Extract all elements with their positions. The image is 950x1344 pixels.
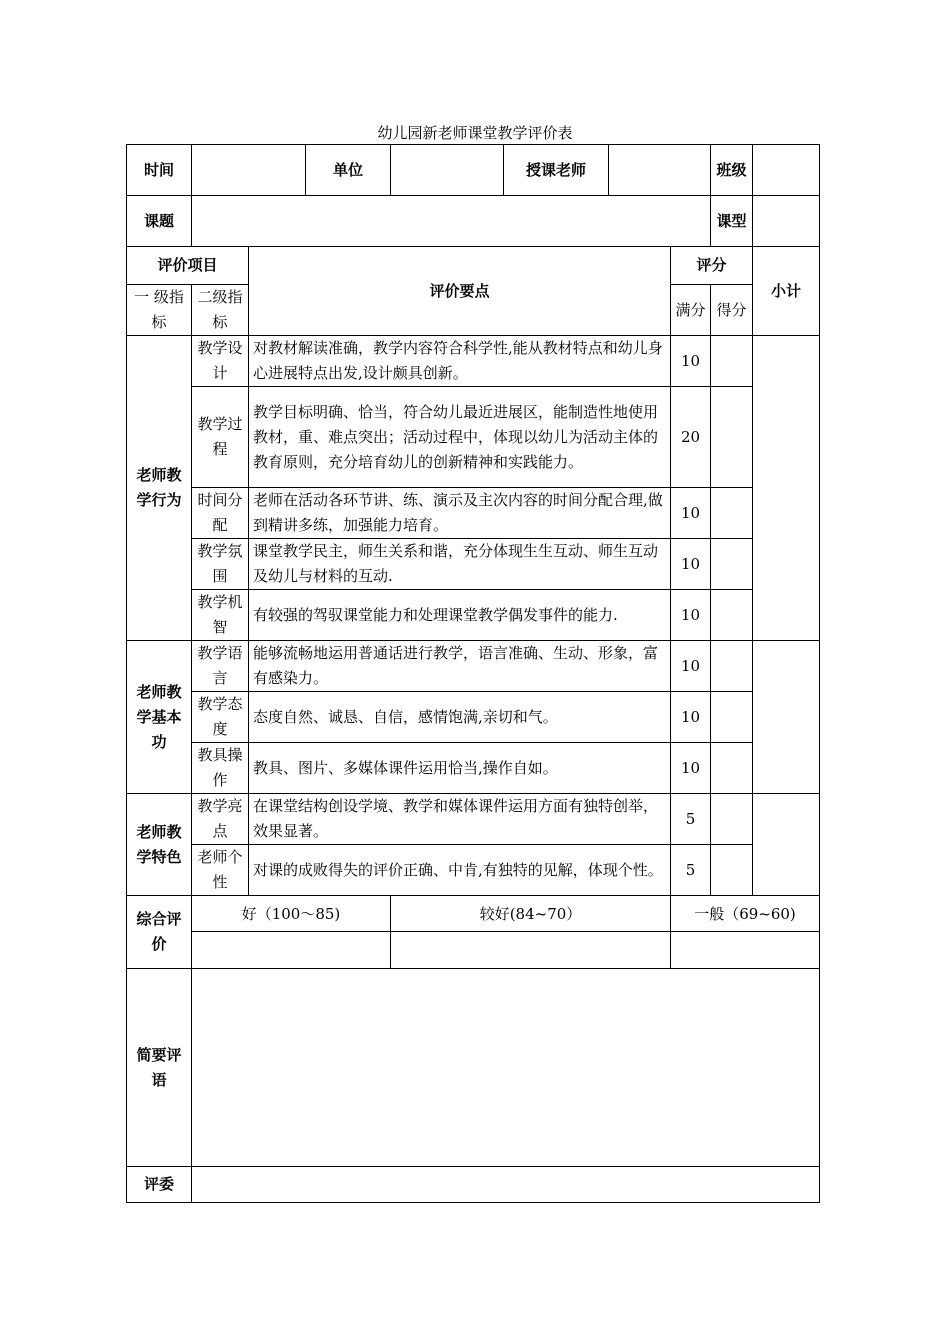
teacher-label: 授课老师	[504, 145, 609, 196]
comment-field[interactable]	[192, 969, 820, 1167]
time-label: 时间	[127, 145, 192, 196]
full-score: 10	[671, 743, 711, 794]
got-score-header: 得分	[711, 285, 753, 336]
sub-item: 教学语言	[192, 641, 249, 692]
evaluation-table	[126, 144, 820, 1203]
judge-field[interactable]	[192, 1167, 820, 1203]
full-score: 10	[671, 336, 711, 387]
section-name: 老师教学特色	[127, 794, 192, 896]
grade-good-field[interactable]	[192, 932, 391, 969]
grade-fair-label: 较好(84~70）	[391, 896, 671, 932]
type-label: 课型	[711, 196, 753, 247]
topic-field[interactable]	[192, 196, 711, 247]
subtotal-header: 小计	[753, 247, 820, 336]
item-description: 能够流畅地运用普通话进行教学，语言准确、生动、形象，富有感染力。	[249, 641, 671, 692]
teacher-field[interactable]	[609, 145, 711, 196]
full-score: 10	[671, 539, 711, 590]
section-name: 老师教学基本功	[127, 641, 192, 794]
sub-item: 教学设计	[192, 336, 249, 387]
item-description: 在课堂结构创设学境、教学和媒体课件运用方面有独特创举，效果显著。	[249, 794, 671, 845]
subtotal-field[interactable]	[753, 641, 820, 794]
score-field[interactable]	[711, 488, 753, 539]
sub-item: 教学氛围	[192, 539, 249, 590]
item-description: 有较强的驾驭课堂能力和处理课堂教学偶发事件的能力.	[249, 590, 671, 641]
grade-fair-field[interactable]	[391, 932, 671, 969]
score-field[interactable]	[711, 590, 753, 641]
grade-average-label: 一般（69~60)	[671, 896, 820, 932]
score-field[interactable]	[711, 539, 753, 590]
overall-label: 综合评价	[127, 896, 192, 969]
comment-label: 简要评语	[127, 969, 192, 1167]
class-field[interactable]	[753, 145, 820, 196]
score-field[interactable]	[711, 794, 753, 845]
item-description: 态度自然、诚恳、自信，感情饱满,亲切和气。	[249, 692, 671, 743]
item-description: 对教材解读准确，教学内容符合科学性,能从教材特点和幼儿身心进展特点出发,设计颇具创新。	[249, 336, 671, 387]
score-field[interactable]	[711, 692, 753, 743]
level1-header: 一 级指标	[127, 285, 192, 336]
item-description: 教学目标明确、恰当，符合幼儿最近进展区，能制造性地使用教材，重、难点突出；活动过程中，体现以幼儿为活动主体的教育原则，充分培育幼儿的创新精神和实践能力。	[249, 387, 671, 488]
sub-item: 教学亮点	[192, 794, 249, 845]
full-score: 5	[671, 794, 711, 845]
type-field[interactable]	[753, 196, 820, 247]
page-title: 幼儿园新老师课堂教学评价表	[377, 124, 573, 142]
sub-item: 教学过程	[192, 387, 249, 488]
score-field[interactable]	[711, 387, 753, 488]
item-description: 教具、图片、多媒体课件运用恰当,操作自如。	[249, 743, 671, 794]
full-score: 5	[671, 845, 711, 896]
unit-label: 单位	[306, 145, 391, 196]
full-score: 10	[671, 641, 711, 692]
score-field[interactable]	[711, 336, 753, 387]
unit-field[interactable]	[391, 145, 504, 196]
score-field[interactable]	[711, 743, 753, 794]
sub-item: 教学机智	[192, 590, 249, 641]
sub-item: 老师个性	[192, 845, 249, 896]
sub-item: 教具操作	[192, 743, 249, 794]
judge-label: 评委	[127, 1167, 192, 1203]
score-field[interactable]	[711, 641, 753, 692]
section-name: 老师教学行为	[127, 336, 192, 641]
full-score-header: 满分	[671, 285, 711, 336]
score-field[interactable]	[711, 845, 753, 896]
eval-points-header: 评价要点	[249, 247, 671, 336]
sub-item: 时间分配	[192, 488, 249, 539]
grade-good-label: 好（100～85)	[192, 896, 391, 932]
full-score: 10	[671, 590, 711, 641]
score-header: 评分	[671, 247, 753, 285]
eval-item-header: 评价项目	[127, 247, 249, 285]
sub-item: 教学态度	[192, 692, 249, 743]
item-description: 课堂教学民主，师生关系和谐，充分体现生生互动、师生互动及幼儿与材料的互动.	[249, 539, 671, 590]
full-score: 20	[671, 387, 711, 488]
full-score: 10	[671, 488, 711, 539]
time-field[interactable]	[192, 145, 306, 196]
level2-header: 二级指标	[192, 285, 249, 336]
grade-average-field[interactable]	[671, 932, 820, 969]
subtotal-field[interactable]	[753, 794, 820, 896]
item-description: 对课的成败得失的评价正确、中肯,有独特的见解，体现个性。	[249, 845, 671, 896]
item-description: 老师在活动各环节讲、练、演示及主次内容的时间分配合理,做到精讲多练，加强能力培育。	[249, 488, 671, 539]
topic-label: 课题	[127, 196, 192, 247]
full-score: 10	[671, 692, 711, 743]
subtotal-field[interactable]	[753, 336, 820, 641]
class-label: 班级	[711, 145, 753, 196]
